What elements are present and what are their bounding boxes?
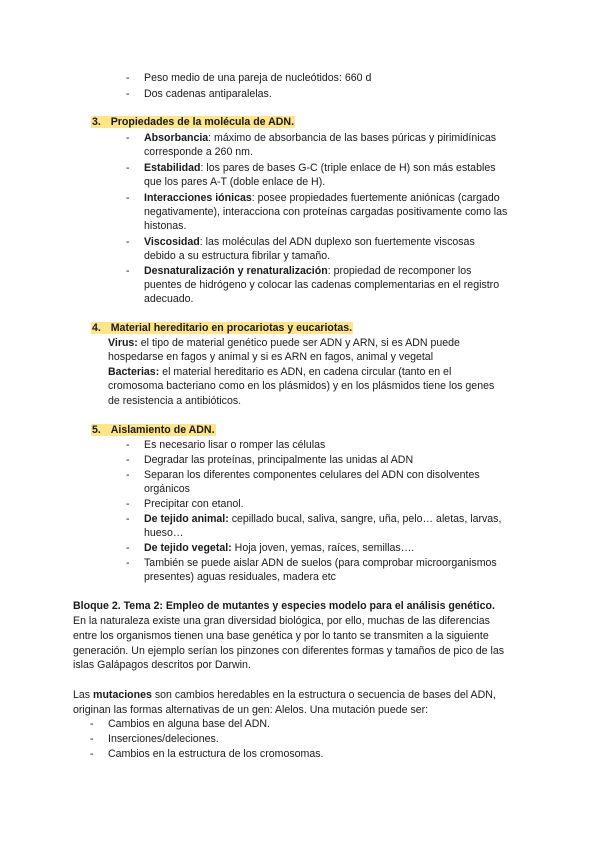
isolation-step: Precipitar con etanol. <box>144 498 244 510</box>
mutation-paragraph-cont: originan las formas alternativas de un gen: Alelos. Una mutación puede ser: <box>73 704 429 716</box>
property-item: Interacciones iónicas: posee propiedades fuertemente aniónicas (cargado <box>144 192 500 204</box>
mutation-type: Inserciones/deleciones. <box>108 733 219 745</box>
bullet-dash: - <box>126 265 130 277</box>
section3-title: Propiedades de la molécula de ADN. <box>110 116 295 128</box>
property-item-cont: corresponde a 260 nm. <box>144 146 253 158</box>
property-item-cont: adecuado. <box>144 293 194 305</box>
bullet-dash: - <box>126 469 130 481</box>
bullet-dash: - <box>126 542 130 554</box>
mutation-type: Cambios en alguna base del ADN. <box>108 718 270 730</box>
section5-title: Aislamiento de ADN. <box>110 424 215 436</box>
property-item-cont: que los pares A-T (doble enlace de H). <box>144 176 326 188</box>
bullet-dash: - <box>126 557 130 569</box>
mutation-paragraph: Las mutaciones son cambios heredables en la estructura o secuencia de bases del ADN, <box>73 689 496 701</box>
bacteria-paragraph-cont: cromosoma bacteriano como en los plásmidos) y en los plásmidos tiene los genes <box>108 380 495 392</box>
isolation-step: Es necesario lisar o romper las células <box>144 439 326 451</box>
bullet-dash: - <box>126 192 130 204</box>
section3-heading <box>91 115 295 129</box>
section5-number: 5. <box>92 424 101 436</box>
bloque-heading: Bloque 2. Tema 2: Empleo de mutantes y especies modelo para el análisis genético. <box>73 600 495 612</box>
section4-number: 4. <box>92 322 101 334</box>
property-item: Desnaturalización y renaturalización: propiedad de recomponer los <box>144 265 472 277</box>
bullet-dash: - <box>90 733 94 745</box>
property-item-cont: debido a su estructura fibrilar y tamaño. <box>144 250 331 262</box>
bloque-paragraph-line: entre los organismos tienen una base genética y por lo tanto se transmiten a la siguiente <box>73 630 489 642</box>
isolation-step: Separan los diferentes componentes celulares del ADN con disolventes <box>144 469 480 481</box>
bullet-dash: - <box>126 236 130 248</box>
isolation-step: También se puede aislar ADN de suelos (para comprobar microorganismos <box>144 557 497 569</box>
bullet-dash: - <box>126 72 130 84</box>
property-item: Viscosidad: las moléculas del ADN duplexo son fuertemente viscosas <box>144 236 475 248</box>
bloque-paragraph-line: En la naturaleza existe una gran diversidad biológica, por ello, muchas de las diferencias <box>73 615 490 627</box>
bullet-dash: - <box>126 162 130 174</box>
property-item: Estabilidad: los pares de bases G-C (triple enlace de H) son más estables <box>144 162 496 174</box>
isolation-step-cont: presentes) aguas residuales, madera etc <box>144 571 336 583</box>
section4-heading <box>91 321 353 335</box>
property-item-cont: puentes de hidrógeno y colocar las cadenas complementarias en el registro <box>144 279 500 291</box>
virus-paragraph: Virus: el tipo de material genético puede ser ADN y ARN, si es ADN puede <box>108 337 460 349</box>
bacteria-paragraph-cont: de resistencia a antibióticos. <box>108 395 242 407</box>
mutation-type: Cambios en la estructura de los cromosomas. <box>108 748 324 760</box>
intro-bullet: Dos cadenas antiparalelas. <box>144 88 272 100</box>
bullet-dash: - <box>90 748 94 760</box>
bloque-paragraph-line: islas Galápagos descritos por Darwin. <box>73 659 251 671</box>
section3-number: 3. <box>92 116 101 128</box>
isolation-step-cont: hueso… <box>144 527 184 539</box>
bullet-dash: - <box>126 88 130 100</box>
isolation-step-cont: orgánicos <box>144 483 190 495</box>
bullet-dash: - <box>126 439 130 451</box>
property-item: Absorbancia: máximo de absorbancia de las bases púricas y pirimidínicas <box>144 132 497 144</box>
isolation-step: De tejido animal: cepillado bucal, saliva, sangre, uña, pelo… aletas, larvas, <box>144 513 502 525</box>
bullet-dash: - <box>126 513 130 525</box>
section5-heading <box>91 423 216 437</box>
property-item-cont: negativamente), interacciona con proteínas cargadas positivamente como las <box>144 206 508 218</box>
isolation-step: De tejido vegetal: Hoja joven, yemas, raíces, semillas…. <box>144 542 415 554</box>
bloque-paragraph-line: generación. Un ejemplo serían los pinzones con diferentes formas y tamaños de pico de las <box>73 645 505 657</box>
intro-bullet: Peso medio de una pareja de nucleótidos: 660 d <box>144 72 372 84</box>
bullet-dash: - <box>126 132 130 144</box>
virus-paragraph-cont: hospedarse en fagos y animal y si es ARN en fagos, animal y vegetal <box>108 351 434 363</box>
property-item-cont: histonas. <box>144 220 187 232</box>
bacteria-paragraph: Bacterias: el material hereditario es ADN, en cadena circular (tanto en el <box>108 366 452 378</box>
bullet-dash: - <box>126 498 130 510</box>
section4-title: Material hereditario en procariotas y eucariotas. <box>110 322 353 334</box>
bullet-dash: - <box>90 718 94 730</box>
isolation-step: Degradar las proteínas, principalmente las unidas al ADN <box>144 454 414 466</box>
bullet-dash: - <box>126 454 130 466</box>
